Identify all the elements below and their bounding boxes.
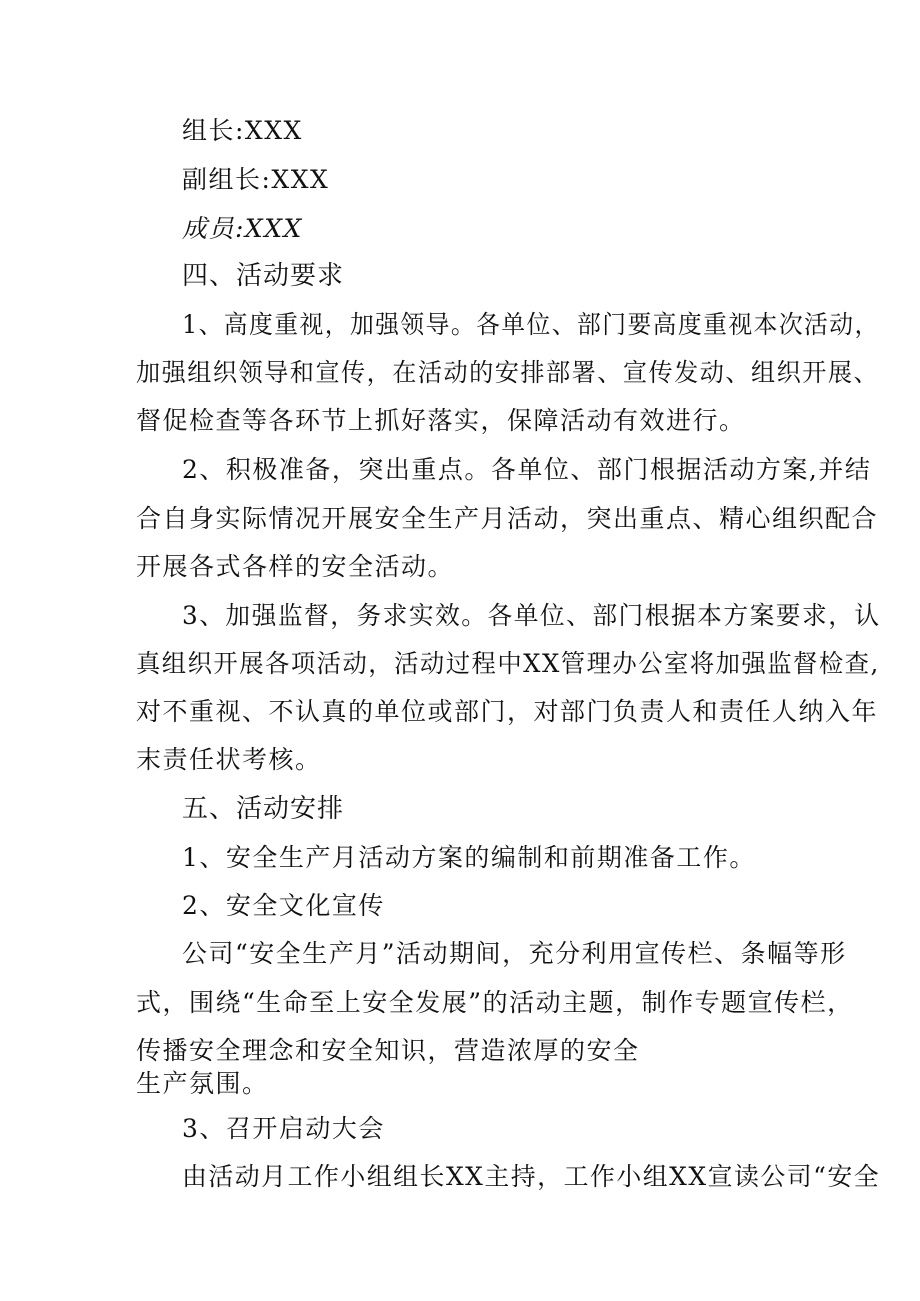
s4-item1-line1: 1、高度重视，加强领导。各单位、部门要高度重视本次活动， [182,310,880,339]
s5-item2-line2: 式，围绕“生命至上安全发展”的活动主题，制作专题宣传栏， [136,988,854,1017]
s5-item3-title: 3、召开启动大会 [182,1114,385,1143]
s4-item3-line4: 末责任状考核。 [136,745,322,774]
s4-item1-line2: 加强组织领导和宣传，在活动的安排部署、宣传发动、组织开展、 [136,358,880,387]
s5-item2-title: 2、安全文化宣传 [182,891,385,920]
s4-item3-line1: 3、加强监督，务求实效。各单位、部门根据本方案要求，认 [182,601,881,630]
members-line: 成员:XXX [182,214,303,243]
s4-item1-line3: 督促检查等各环节上抓好落实，保障活动有效进行。 [136,406,746,435]
s4-item2-line2: 合自身实际情况开展安全生产月活动，突出重点、精心组织配合 [136,504,879,533]
s5-item2-line1: 公司“安全生产月”活动期间，充分利用宣传栏、条幅等形 [182,939,847,968]
group-leader-line: 组长:XXX [182,116,303,145]
s5-item3-line1: 由活动月工作小组组长XX主持，工作小组XX宣读公司“安全 [182,1162,881,1191]
s4-item2-line3: 开展各式各样的安全活动。 [136,552,455,581]
s4-item3-line3: 对不重视、不认真的单位或部门，对部门负责人和责任人纳入年 [136,697,879,726]
section-4-heading: 四、活动要求 [182,261,345,291]
s4-item2-line1: 2、积极准备，突出重点。各单位、部门根据活动方案,并结 [182,455,872,484]
section-5-heading: 五、活动安排 [182,794,345,824]
deputy-leader-line: 副组长:XXX [182,165,330,194]
s5-item2-line4: 生产氛围。 [136,1069,269,1098]
s5-item1: 1、安全生产月活动方案的编制和前期准备工作。 [182,843,756,872]
s5-item2-line3: 传播安全理念和安全知识，营造浓厚的安全 [136,1036,640,1065]
s4-item3-line2: 真组织开展各项活动，活动过程中XX管理办公室将加强监督检查, [136,649,880,678]
